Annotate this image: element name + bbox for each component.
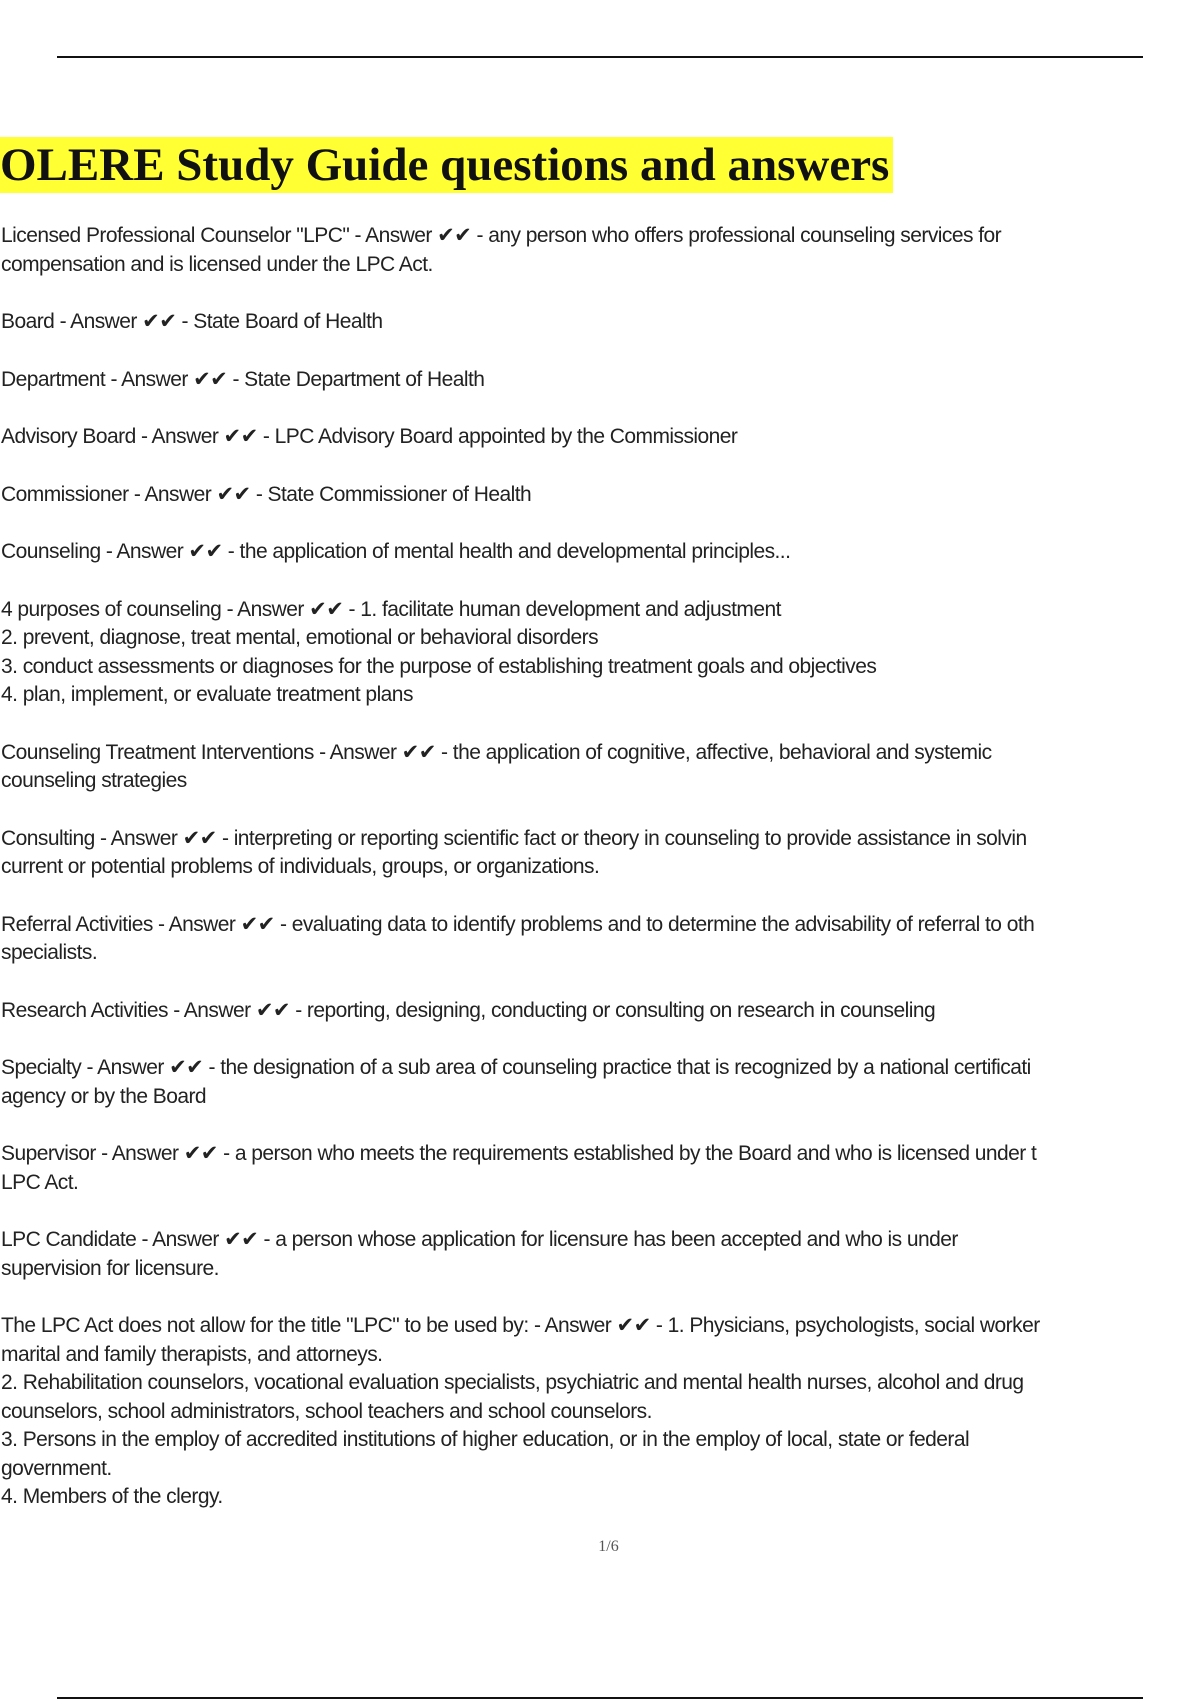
qa-line: compensation and is licensed under the LPC Act. xyxy=(1,252,433,276)
qa-line: Counseling Treatment Interventions - Answer ✔✔ - the application of cognitive, affective, behavioral and systemic xyxy=(1,740,992,764)
qa-line: 4. plan, implement, or evaluate treatment plans xyxy=(1,683,413,706)
qa-line: counselors, school administrators, school teachers and school counselors. xyxy=(1,1399,652,1423)
qa-line: agency or by the Board xyxy=(1,1084,207,1108)
qa-line: Supervisor - Answer ✔✔ - a person who meets the requirements established by the Board and who is licensed under t xyxy=(1,1142,1037,1165)
qa-line: LPC Act. xyxy=(1,1170,79,1194)
qa-entry-lpc xyxy=(0,222,1200,279)
qa-entry-title-restriction xyxy=(0,1312,1200,1512)
qa-line: specialists. xyxy=(1,941,98,964)
qa-entry-lpc-candidate xyxy=(0,1226,1200,1283)
qa-entry-advisory-board xyxy=(0,423,1200,452)
qa-line: 4. Members of the clergy. xyxy=(1,1485,223,1508)
qa-entry-consulting xyxy=(0,825,1200,882)
page-number: 1/6 xyxy=(598,1538,619,1555)
qa-entry-specialty xyxy=(0,1054,1200,1111)
page-title: OLERE Study Guide questions and answers xyxy=(0,139,890,191)
qa-entry-research xyxy=(0,997,1200,1026)
qa-line: Licensed Professional Counselor "LPC" - Answer ✔✔ - any person who offers professional counseling services for xyxy=(1,224,1002,247)
qa-entry-counseling xyxy=(0,538,1200,567)
qa-line: current or potential problems of individuals, groups, or organizations. xyxy=(1,855,600,878)
qa-line: 3. Persons in the employ of accredited institutions of higher education, or in the employ of local, state or federal xyxy=(1,1428,970,1451)
qa-line: Advisory Board - Answer ✔✔ - LPC Advisory Board appointed by the Commissioner xyxy=(1,425,738,448)
qa-entry-board xyxy=(0,308,1200,337)
qa-line: 4 purposes of counseling - Answer ✔✔ - 1. facilitate human development and adjustment xyxy=(1,597,781,621)
qa-line: The LPC Act does not allow for the title "LPC" to be used by: - Answer ✔✔ - 1. Physicians, psychologists, social worker xyxy=(1,1314,1040,1337)
qa-line: Consulting - Answer ✔✔ - interpreting or reporting scientific fact or theory in counseling to provide assistance in solvin xyxy=(1,826,1027,850)
qa-entry-treatment-interventions xyxy=(0,739,1200,796)
qa-line: LPC Candidate - Answer ✔✔ - a person whose application for licensure has been accepted and who is under xyxy=(1,1228,958,1251)
qa-line: Board - Answer ✔✔ - State Board of Health xyxy=(1,310,383,333)
top-rule xyxy=(57,56,1143,58)
qa-line: counseling strategies xyxy=(1,769,187,792)
qa-line: Commissioner - Answer ✔✔ - State Commissioner of Health xyxy=(1,482,532,506)
qa-line: 2. prevent, diagnose, treat mental, emotional or behavioral disorders xyxy=(1,626,599,649)
qa-list xyxy=(0,222,1200,1541)
title-highlight xyxy=(0,137,893,193)
qa-line: Counseling - Answer ✔✔ - the application of mental health and developmental principles... xyxy=(1,540,791,563)
qa-line: 2. Rehabilitation counselors, vocational evaluation specialists, psychiatric and mental health nurses, alcohol and drug xyxy=(1,1371,1024,1394)
qa-entry-commissioner xyxy=(0,481,1200,510)
qa-line: 3. conduct assessments or diagnoses for the purpose of establishing treatment goals and objectives xyxy=(1,654,877,678)
qa-line: Referral Activities - Answer ✔✔ - evaluating data to identify problems and to determine the advisability of referral to oth xyxy=(1,912,1035,936)
qa-line: Specialty - Answer ✔✔ - the designation of a sub area of counseling practice that is recognized by a national certificati xyxy=(1,1056,1031,1079)
bottom-rule xyxy=(57,1697,1143,1699)
qa-entry-referral xyxy=(0,911,1200,968)
qa-line: marital and family therapists, and attorneys. xyxy=(1,1342,383,1366)
qa-line: Department - Answer ✔✔ - State Department of Health xyxy=(1,367,485,391)
qa-line: supervision for licensure. xyxy=(1,1256,219,1280)
qa-line: government. xyxy=(1,1456,112,1480)
qa-line: Research Activities - Answer ✔✔ - reporting, designing, conducting or consulting on research in counseling xyxy=(1,998,936,1022)
qa-entry-purposes xyxy=(0,596,1200,710)
qa-entry-department xyxy=(0,366,1200,395)
qa-entry-supervisor xyxy=(0,1140,1200,1197)
